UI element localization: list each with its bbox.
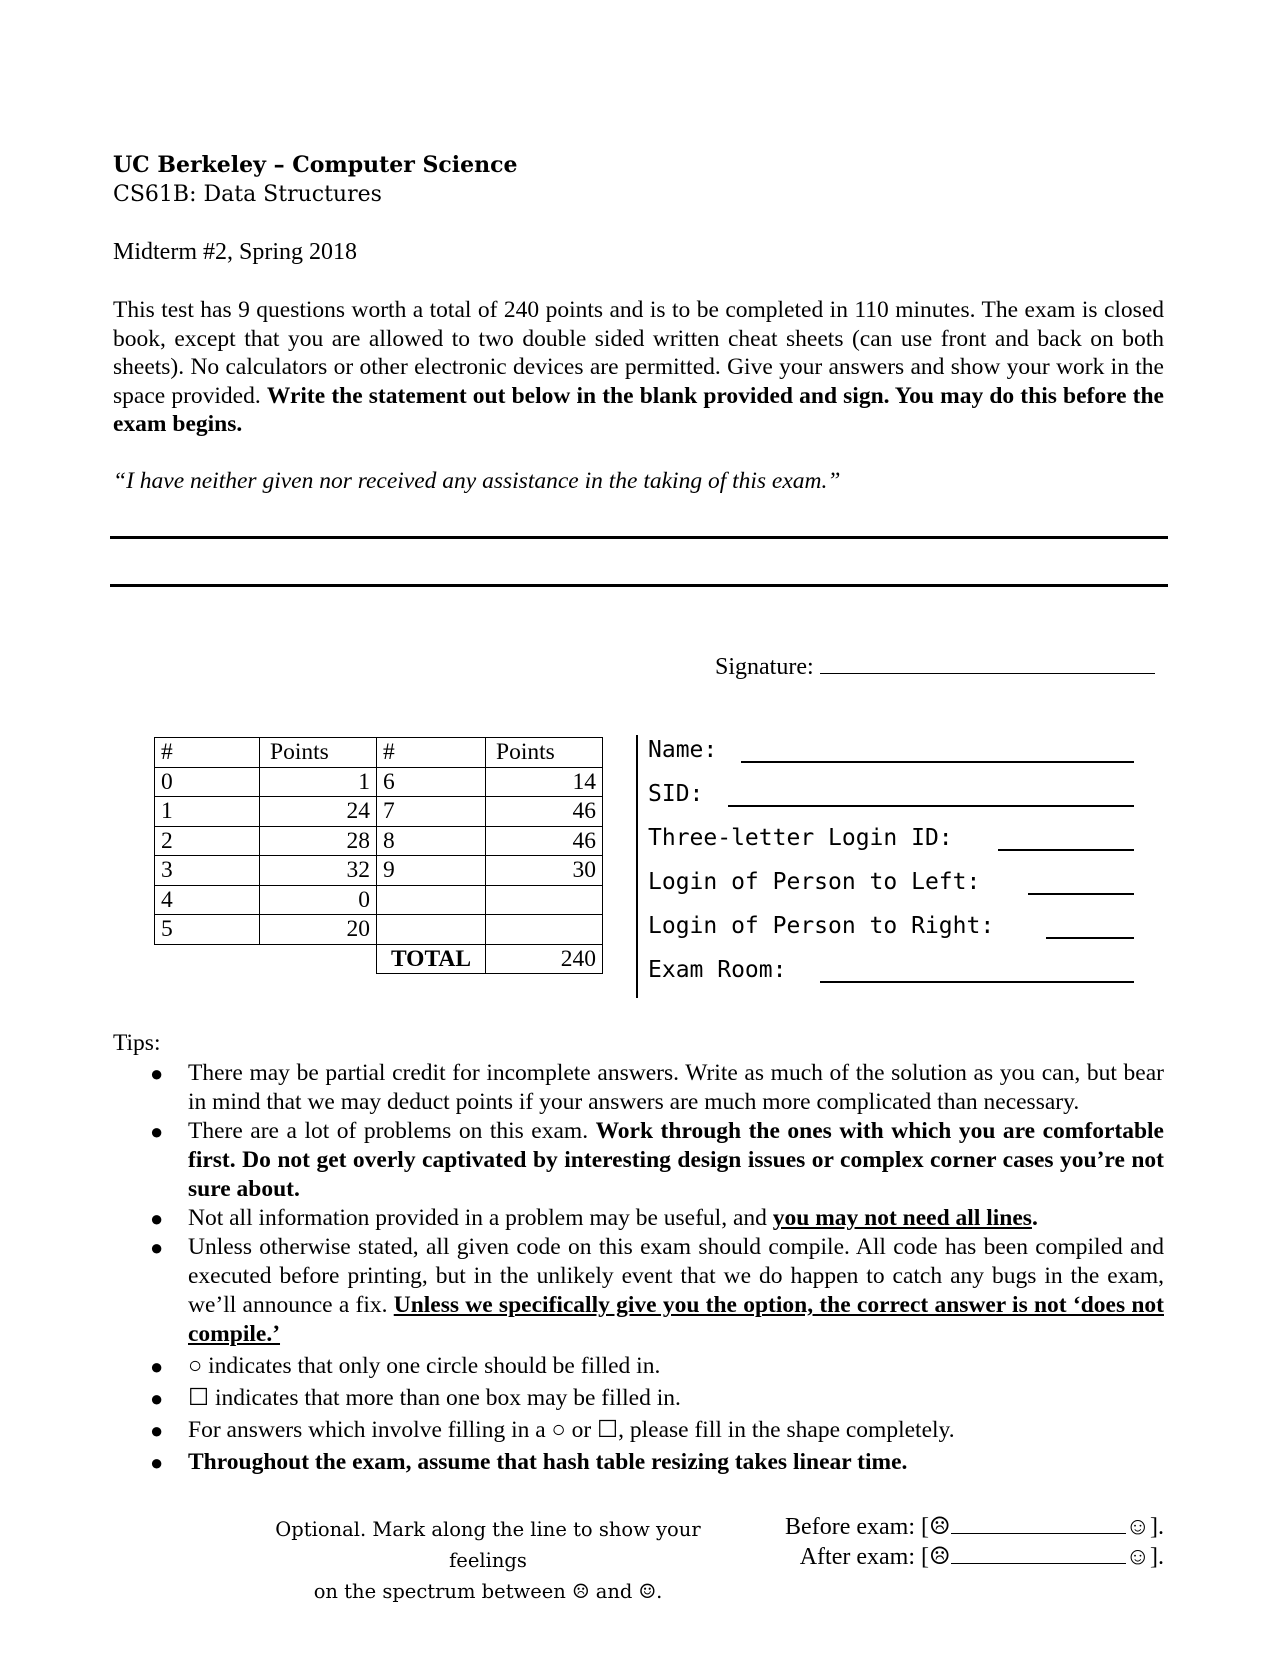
sid-label: SID:	[648, 781, 704, 807]
question-number: 4	[155, 885, 260, 915]
statement-line-2[interactable]	[110, 584, 1168, 587]
table-row	[155, 915, 603, 945]
instructions-paragraph	[113, 296, 1164, 439]
after-exam-label: After exam: [☹	[799, 1544, 951, 1570]
login-blank[interactable]	[998, 849, 1134, 851]
question-points: 30	[486, 856, 603, 886]
tip-bold-text: Work through the ones with which you are comfortable first. Do not get overly captivated by interesting design issues or complex corner cases you’re not sure about.	[188, 1118, 1164, 1202]
question-number: 6	[377, 767, 486, 797]
question-number: 9	[377, 856, 486, 886]
list-item	[150, 1384, 1164, 1413]
feelings-instructions-line: on the spectrum between ☹ and ☺.	[313, 1580, 663, 1603]
table-row	[155, 797, 603, 827]
question-number	[377, 885, 486, 915]
question-points: 14	[486, 767, 603, 797]
name-label: Name:	[648, 737, 718, 763]
feelings-instructions	[262, 1514, 714, 1607]
tip-bold-text: you may not need all lines	[772, 1205, 1032, 1231]
question-number: 2	[155, 826, 260, 856]
question-number: 0	[155, 767, 260, 797]
tips-list	[150, 1059, 1164, 1477]
tip-text: ☐ indicates that more than one box may be filled in.	[188, 1385, 681, 1411]
question-number: 7	[377, 797, 486, 827]
smile-icon: ☺].	[1125, 1544, 1164, 1570]
question-number: 3	[155, 856, 260, 886]
question-number: 1	[155, 797, 260, 827]
question-points	[486, 885, 603, 915]
list-item	[150, 1204, 1164, 1233]
right-login-blank[interactable]	[1046, 937, 1134, 939]
honor-statement: “I have neither given nor received any assistance in the taking of this exam.”	[113, 468, 841, 494]
room-blank[interactable]	[820, 981, 1134, 983]
question-points: 28	[260, 826, 377, 856]
before-exam-scale[interactable]	[760, 1512, 1164, 1542]
instructions-bold-text: Write the statement out below in the blank provided and sign. You may do this before the exam begins.	[113, 382, 1164, 438]
question-points: 0	[260, 885, 377, 915]
question-points: 24	[260, 797, 377, 827]
right-login-field[interactable]	[648, 913, 994, 939]
name-field[interactable]	[648, 737, 717, 763]
left-login-blank[interactable]	[1028, 893, 1134, 895]
tip-bold-text: Throughout the exam, assume that hash table resizing takes linear time.	[188, 1449, 908, 1475]
feelings-instructions-line: Optional. Mark along the line to show your feelings	[275, 1518, 701, 1572]
course-name: CS61B: Data Structures	[113, 182, 382, 207]
question-number: 8	[377, 826, 486, 856]
table-header-cell: Points	[486, 738, 603, 768]
right-login-label: Login of Person to Right:	[648, 913, 995, 939]
login-field[interactable]	[648, 825, 953, 851]
list-item	[150, 1233, 1164, 1349]
smile-icon: ☺].	[1125, 1514, 1164, 1540]
table-header-row	[155, 738, 603, 768]
question-points: 46	[486, 826, 603, 856]
name-blank[interactable]	[741, 761, 1134, 763]
bullet-icon: ●	[150, 1206, 164, 1231]
points-table	[154, 737, 603, 974]
question-points: 32	[260, 856, 377, 886]
bullet-icon: ●	[150, 1386, 164, 1411]
tip-bold-text: Unless we specifically give you the option, the correct answer is not ‘does not compile.’	[188, 1292, 1164, 1347]
left-login-label: Login of Person to Left:	[648, 869, 981, 895]
after-exam-scale[interactable]	[760, 1542, 1164, 1572]
list-item	[150, 1448, 1164, 1477]
list-item	[150, 1416, 1164, 1445]
question-number	[377, 915, 486, 945]
room-field[interactable]	[648, 957, 786, 983]
signature-field[interactable]	[715, 651, 1155, 681]
table-header-cell: Points	[260, 738, 377, 768]
total-label: TOTAL	[377, 944, 486, 974]
left-login-field[interactable]	[648, 869, 980, 895]
bullet-icon: ●	[150, 1235, 164, 1260]
bullet-icon: ●	[150, 1119, 164, 1144]
tip-text: There are a lot of problems on this exam.	[188, 1118, 596, 1144]
table-row	[155, 856, 603, 886]
after-exam-line[interactable]	[951, 1543, 1126, 1564]
info-divider	[636, 735, 638, 998]
bullet-icon: ●	[150, 1450, 164, 1475]
tip-text: Unless otherwise stated, all given code on this exam should compile. All code has been compiled and executed before printing, but in the unlikely event that we do happen to catch any bugs in the exam, we’ll announce a fix.	[188, 1234, 1164, 1318]
signature-blank[interactable]	[820, 651, 1155, 674]
sid-field[interactable]	[648, 781, 703, 807]
list-item	[150, 1352, 1164, 1381]
tip-text: ○ indicates that only one circle should be filled in.	[188, 1353, 661, 1379]
bullet-icon: ●	[150, 1418, 164, 1443]
tips-heading: Tips:	[113, 1030, 161, 1056]
tip-text: For answers which involve filling in a ○ or ☐, please fill in the shape completely.	[188, 1417, 955, 1443]
list-item	[150, 1059, 1164, 1117]
total-value: 240	[486, 944, 603, 974]
feelings-scales	[760, 1512, 1164, 1572]
tip-end-text: .	[1031, 1205, 1038, 1231]
list-item	[150, 1117, 1164, 1204]
question-points: 1	[260, 767, 377, 797]
exam-title: Midterm #2, Spring 2018	[113, 239, 357, 265]
tip-text: There may be partial credit for incomplete answers. Write as much of the solution as you can, but bear in mind that we may deduct points if your answers are much more complicated than necessary.	[188, 1060, 1164, 1115]
question-points: 46	[486, 797, 603, 827]
table-row	[155, 767, 603, 797]
table-header-cell: #	[377, 738, 486, 768]
school-name: UC Berkeley – Computer Science	[113, 152, 518, 178]
table-row	[155, 885, 603, 915]
question-number: 5	[155, 915, 260, 945]
signature-label: Signature:	[715, 654, 814, 680]
before-exam-label: Before exam: [☹	[785, 1514, 951, 1540]
before-exam-line[interactable]	[951, 1513, 1126, 1534]
login-label: Three-letter Login ID:	[648, 825, 953, 851]
total-row	[155, 944, 603, 974]
question-points: 20	[260, 915, 377, 945]
statement-line-1[interactable]	[110, 536, 1168, 539]
instructions-text: This test has 9 questions worth a total of 240 points and is to be completed in 110 minutes. The exam is closed book, except that you are allowed to two double sided written cheat sheets (can use front and back on both sheets). No calculators or other electronic devices are permitted. Give your answers and show your work in the space provided.	[113, 297, 1164, 409]
bullet-icon: ●	[150, 1354, 164, 1379]
tip-text: Not all information provided in a problem may be useful, and	[188, 1205, 773, 1231]
bullet-icon: ●	[150, 1061, 164, 1086]
question-points	[486, 915, 603, 945]
table-row	[155, 826, 603, 856]
table-header-cell: #	[155, 738, 260, 768]
room-label: Exam Room:	[648, 957, 787, 983]
sid-blank[interactable]	[728, 805, 1134, 807]
